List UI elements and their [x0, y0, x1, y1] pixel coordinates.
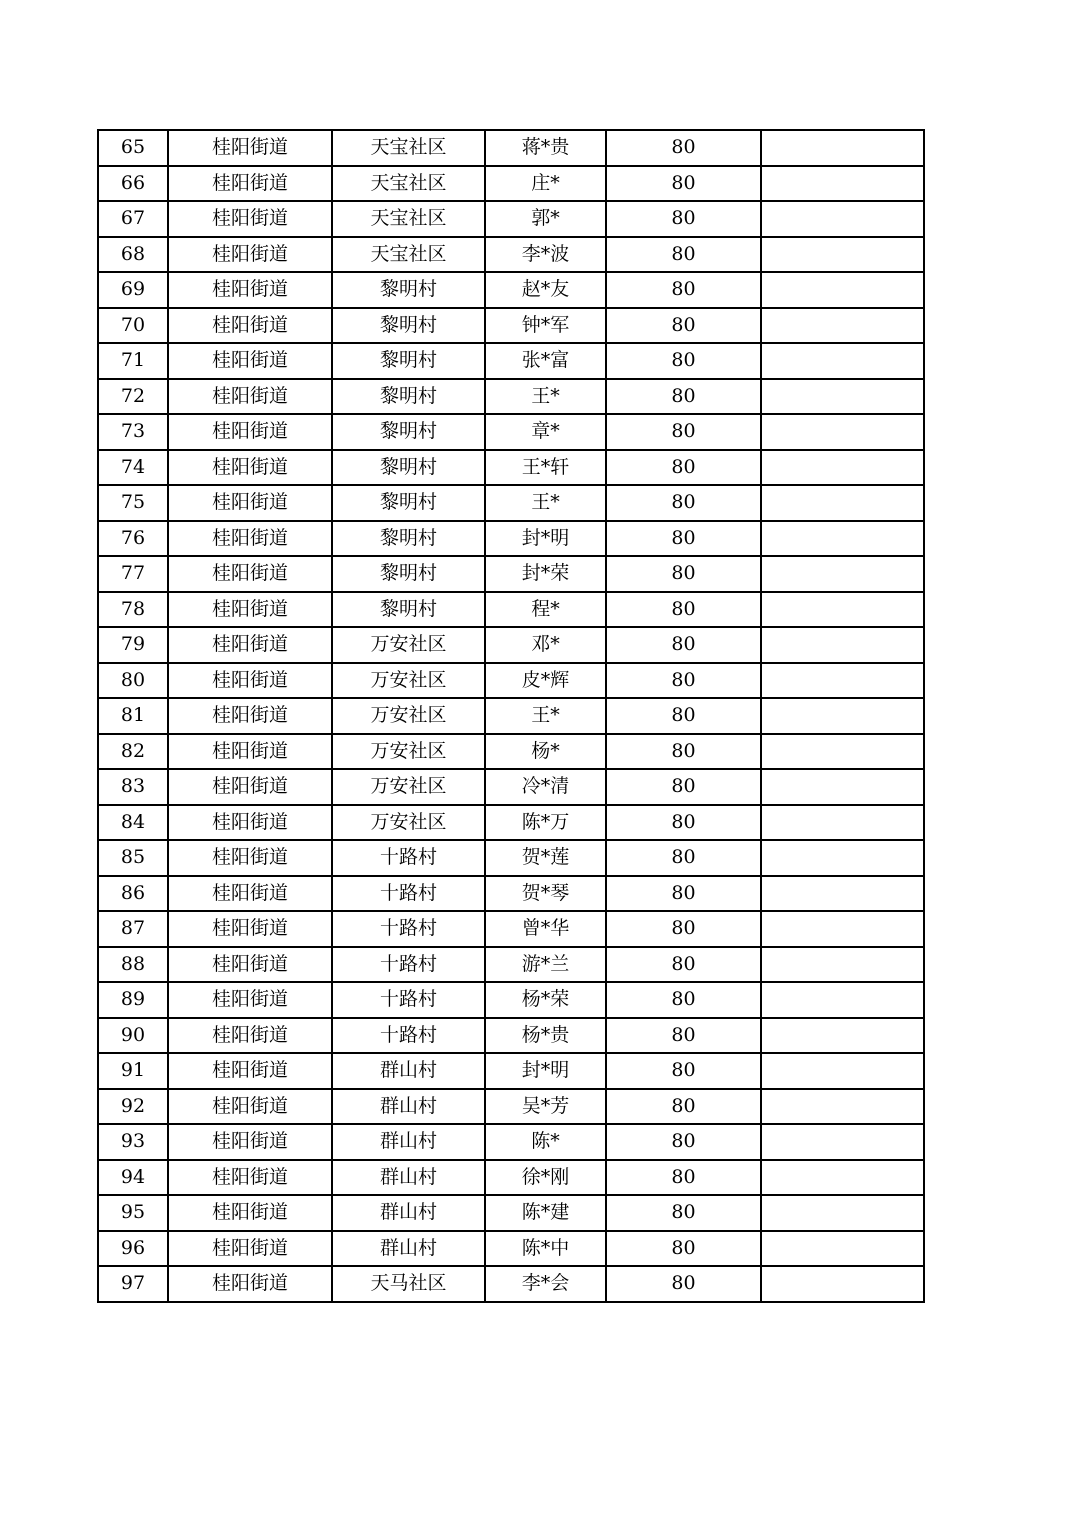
- row-number-cell: 94: [98, 1160, 168, 1196]
- remark-cell: [761, 734, 924, 770]
- person-name-cell: 陈*万: [485, 805, 606, 841]
- person-name-cell: 王*: [485, 698, 606, 734]
- table-row: [98, 237, 924, 273]
- street-cell: 桂阳街道: [168, 237, 332, 273]
- street-cell: 桂阳街道: [168, 308, 332, 344]
- amount-cell: 80: [606, 201, 761, 237]
- remark-cell: [761, 1195, 924, 1231]
- amount-cell: 80: [606, 485, 761, 521]
- community-cell: 黎明村: [332, 592, 485, 628]
- street-cell: 桂阳街道: [168, 840, 332, 876]
- row-number-cell: 72: [98, 379, 168, 415]
- community-cell: 万安社区: [332, 627, 485, 663]
- row-number-cell: 79: [98, 627, 168, 663]
- community-cell: 群山村: [332, 1231, 485, 1267]
- row-number-cell: 92: [98, 1089, 168, 1125]
- street-cell: 桂阳街道: [168, 130, 332, 166]
- remark-cell: [761, 911, 924, 947]
- amount-cell: 80: [606, 1266, 761, 1302]
- person-name-cell: 王*轩: [485, 450, 606, 486]
- table-row: [98, 272, 924, 308]
- person-name-cell: 陈*: [485, 1124, 606, 1160]
- row-number-cell: 76: [98, 521, 168, 557]
- row-number-cell: 70: [98, 308, 168, 344]
- street-cell: 桂阳街道: [168, 805, 332, 841]
- table-row: [98, 592, 924, 628]
- street-cell: 桂阳街道: [168, 698, 332, 734]
- amount-cell: 80: [606, 947, 761, 983]
- community-cell: 群山村: [332, 1089, 485, 1125]
- person-name-cell: 蒋*贵: [485, 130, 606, 166]
- community-cell: 天宝社区: [332, 237, 485, 273]
- remark-cell: [761, 663, 924, 699]
- row-number-cell: 66: [98, 166, 168, 202]
- person-name-cell: 张*富: [485, 343, 606, 379]
- community-cell: 黎明村: [332, 414, 485, 450]
- table-row: [98, 201, 924, 237]
- street-cell: 桂阳街道: [168, 166, 332, 202]
- community-cell: 黎明村: [332, 450, 485, 486]
- person-name-cell: 庄*: [485, 166, 606, 202]
- table-row: [98, 1124, 924, 1160]
- person-name-cell: 徐*刚: [485, 1160, 606, 1196]
- row-number-cell: 75: [98, 485, 168, 521]
- person-name-cell: 曾*华: [485, 911, 606, 947]
- street-cell: 桂阳街道: [168, 592, 332, 628]
- street-cell: 桂阳街道: [168, 911, 332, 947]
- row-number-cell: 95: [98, 1195, 168, 1231]
- table-row: [98, 414, 924, 450]
- community-cell: 万安社区: [332, 769, 485, 805]
- remark-cell: [761, 237, 924, 273]
- street-cell: 桂阳街道: [168, 272, 332, 308]
- table-row: [98, 556, 924, 592]
- street-cell: 桂阳街道: [168, 1266, 332, 1302]
- person-name-cell: 封*明: [485, 521, 606, 557]
- remark-cell: [761, 1266, 924, 1302]
- row-number-cell: 81: [98, 698, 168, 734]
- amount-cell: 80: [606, 1231, 761, 1267]
- person-name-cell: 章*: [485, 414, 606, 450]
- person-name-cell: 陈*建: [485, 1195, 606, 1231]
- amount-cell: 80: [606, 272, 761, 308]
- table-row: [98, 521, 924, 557]
- table-row: [98, 911, 924, 947]
- row-number-cell: 78: [98, 592, 168, 628]
- table-row: [98, 876, 924, 912]
- amount-cell: 80: [606, 1160, 761, 1196]
- person-name-cell: 杨*: [485, 734, 606, 770]
- remark-cell: [761, 769, 924, 805]
- amount-cell: 80: [606, 663, 761, 699]
- person-name-cell: 程*: [485, 592, 606, 628]
- remark-cell: [761, 1124, 924, 1160]
- table-row: [98, 805, 924, 841]
- remark-cell: [761, 201, 924, 237]
- remark-cell: [761, 130, 924, 166]
- table-row: [98, 627, 924, 663]
- table-row: [98, 308, 924, 344]
- street-cell: 桂阳街道: [168, 521, 332, 557]
- remark-cell: [761, 450, 924, 486]
- amount-cell: 80: [606, 450, 761, 486]
- amount-cell: 80: [606, 911, 761, 947]
- street-cell: 桂阳街道: [168, 1018, 332, 1054]
- row-number-cell: 82: [98, 734, 168, 770]
- amount-cell: 80: [606, 769, 761, 805]
- table-row: [98, 343, 924, 379]
- street-cell: 桂阳街道: [168, 1195, 332, 1231]
- remark-cell: [761, 485, 924, 521]
- remark-cell: [761, 876, 924, 912]
- community-cell: 十路村: [332, 1018, 485, 1054]
- table-row: [98, 947, 924, 983]
- table-row: [98, 450, 924, 486]
- amount-cell: 80: [606, 805, 761, 841]
- row-number-cell: 69: [98, 272, 168, 308]
- remark-cell: [761, 627, 924, 663]
- amount-cell: 80: [606, 734, 761, 770]
- community-cell: 天宝社区: [332, 201, 485, 237]
- amount-cell: 80: [606, 521, 761, 557]
- row-number-cell: 93: [98, 1124, 168, 1160]
- table-row: [98, 734, 924, 770]
- remark-cell: [761, 379, 924, 415]
- table-row: [98, 840, 924, 876]
- community-cell: 十路村: [332, 911, 485, 947]
- community-cell: 黎明村: [332, 379, 485, 415]
- amount-cell: 80: [606, 840, 761, 876]
- person-name-cell: 王*: [485, 379, 606, 415]
- remark-cell: [761, 1018, 924, 1054]
- street-cell: 桂阳街道: [168, 627, 332, 663]
- street-cell: 桂阳街道: [168, 982, 332, 1018]
- amount-cell: 80: [606, 1053, 761, 1089]
- person-name-cell: 贺*莲: [485, 840, 606, 876]
- table-row: [98, 663, 924, 699]
- table-row: [98, 1160, 924, 1196]
- community-cell: 万安社区: [332, 698, 485, 734]
- street-cell: 桂阳街道: [168, 343, 332, 379]
- amount-cell: 80: [606, 556, 761, 592]
- row-number-cell: 71: [98, 343, 168, 379]
- remark-cell: [761, 805, 924, 841]
- community-cell: 万安社区: [332, 805, 485, 841]
- amount-cell: 80: [606, 627, 761, 663]
- row-number-cell: 96: [98, 1231, 168, 1267]
- community-cell: 黎明村: [332, 485, 485, 521]
- person-name-cell: 邓*: [485, 627, 606, 663]
- person-name-cell: 贺*琴: [485, 876, 606, 912]
- row-number-cell: 90: [98, 1018, 168, 1054]
- street-cell: 桂阳街道: [168, 1089, 332, 1125]
- row-number-cell: 68: [98, 237, 168, 273]
- row-number-cell: 87: [98, 911, 168, 947]
- street-cell: 桂阳街道: [168, 1160, 332, 1196]
- amount-cell: 80: [606, 1018, 761, 1054]
- street-cell: 桂阳街道: [168, 734, 332, 770]
- amount-cell: 80: [606, 876, 761, 912]
- amount-cell: 80: [606, 130, 761, 166]
- remark-cell: [761, 166, 924, 202]
- table-row: [98, 1018, 924, 1054]
- amount-cell: 80: [606, 698, 761, 734]
- community-cell: 十路村: [332, 840, 485, 876]
- community-cell: 万安社区: [332, 734, 485, 770]
- remark-cell: [761, 1053, 924, 1089]
- remark-cell: [761, 947, 924, 983]
- street-cell: 桂阳街道: [168, 876, 332, 912]
- community-cell: 黎明村: [332, 556, 485, 592]
- remark-cell: [761, 840, 924, 876]
- person-name-cell: 封*荣: [485, 556, 606, 592]
- community-cell: 黎明村: [332, 308, 485, 344]
- table-row: [98, 1053, 924, 1089]
- row-number-cell: 97: [98, 1266, 168, 1302]
- street-cell: 桂阳街道: [168, 663, 332, 699]
- street-cell: 桂阳街道: [168, 201, 332, 237]
- person-name-cell: 皮*辉: [485, 663, 606, 699]
- person-name-cell: 陈*中: [485, 1231, 606, 1267]
- table-row: [98, 485, 924, 521]
- person-name-cell: 吴*芳: [485, 1089, 606, 1125]
- street-cell: 桂阳街道: [168, 379, 332, 415]
- table-row: [98, 130, 924, 166]
- community-cell: 十路村: [332, 947, 485, 983]
- community-cell: 黎明村: [332, 521, 485, 557]
- person-name-cell: 游*兰: [485, 947, 606, 983]
- remark-cell: [761, 521, 924, 557]
- table-row: [98, 1089, 924, 1125]
- community-cell: 天马社区: [332, 1266, 485, 1302]
- person-name-cell: 赵*友: [485, 272, 606, 308]
- row-number-cell: 65: [98, 130, 168, 166]
- remark-cell: [761, 1160, 924, 1196]
- amount-cell: 80: [606, 308, 761, 344]
- row-number-cell: 74: [98, 450, 168, 486]
- remark-cell: [761, 414, 924, 450]
- community-cell: 十路村: [332, 982, 485, 1018]
- table-row: [98, 166, 924, 202]
- remark-cell: [761, 592, 924, 628]
- remark-cell: [761, 698, 924, 734]
- community-cell: 黎明村: [332, 272, 485, 308]
- street-cell: 桂阳街道: [168, 556, 332, 592]
- community-cell: 群山村: [332, 1124, 485, 1160]
- remark-cell: [761, 556, 924, 592]
- row-number-cell: 83: [98, 769, 168, 805]
- table-row: [98, 698, 924, 734]
- table-body: [98, 130, 924, 1302]
- community-cell: 群山村: [332, 1160, 485, 1196]
- community-cell: 万安社区: [332, 663, 485, 699]
- community-cell: 天宝社区: [332, 130, 485, 166]
- community-cell: 群山村: [332, 1053, 485, 1089]
- person-name-cell: 杨*贵: [485, 1018, 606, 1054]
- person-name-cell: 郭*: [485, 201, 606, 237]
- person-name-cell: 封*明: [485, 1053, 606, 1089]
- amount-cell: 80: [606, 1124, 761, 1160]
- remark-cell: [761, 1089, 924, 1125]
- row-number-cell: 91: [98, 1053, 168, 1089]
- remark-cell: [761, 308, 924, 344]
- remark-cell: [761, 343, 924, 379]
- person-name-cell: 杨*荣: [485, 982, 606, 1018]
- person-name-cell: 李*波: [485, 237, 606, 273]
- street-cell: 桂阳街道: [168, 1124, 332, 1160]
- remark-cell: [761, 272, 924, 308]
- amount-cell: 80: [606, 343, 761, 379]
- community-cell: 黎明村: [332, 343, 485, 379]
- row-number-cell: 85: [98, 840, 168, 876]
- table-row: [98, 1231, 924, 1267]
- data-table: [97, 129, 925, 1303]
- remark-cell: [761, 1231, 924, 1267]
- community-cell: 天宝社区: [332, 166, 485, 202]
- row-number-cell: 84: [98, 805, 168, 841]
- remark-cell: [761, 982, 924, 1018]
- street-cell: 桂阳街道: [168, 450, 332, 486]
- amount-cell: 80: [606, 592, 761, 628]
- amount-cell: 80: [606, 1089, 761, 1125]
- person-name-cell: 钟*军: [485, 308, 606, 344]
- person-name-cell: 李*会: [485, 1266, 606, 1302]
- amount-cell: 80: [606, 1195, 761, 1231]
- table-row: [98, 769, 924, 805]
- amount-cell: 80: [606, 414, 761, 450]
- table-row: [98, 1195, 924, 1231]
- person-name-cell: 王*: [485, 485, 606, 521]
- row-number-cell: 77: [98, 556, 168, 592]
- street-cell: 桂阳街道: [168, 1231, 332, 1267]
- street-cell: 桂阳街道: [168, 414, 332, 450]
- amount-cell: 80: [606, 237, 761, 273]
- community-cell: 群山村: [332, 1195, 485, 1231]
- table-row: [98, 982, 924, 1018]
- amount-cell: 80: [606, 982, 761, 1018]
- person-name-cell: 冷*清: [485, 769, 606, 805]
- street-cell: 桂阳街道: [168, 769, 332, 805]
- row-number-cell: 73: [98, 414, 168, 450]
- community-cell: 十路村: [332, 876, 485, 912]
- street-cell: 桂阳街道: [168, 485, 332, 521]
- row-number-cell: 88: [98, 947, 168, 983]
- row-number-cell: 86: [98, 876, 168, 912]
- table-row: [98, 379, 924, 415]
- amount-cell: 80: [606, 379, 761, 415]
- row-number-cell: 80: [98, 663, 168, 699]
- row-number-cell: 89: [98, 982, 168, 1018]
- table-row: [98, 1266, 924, 1302]
- street-cell: 桂阳街道: [168, 947, 332, 983]
- street-cell: 桂阳街道: [168, 1053, 332, 1089]
- row-number-cell: 67: [98, 201, 168, 237]
- amount-cell: 80: [606, 166, 761, 202]
